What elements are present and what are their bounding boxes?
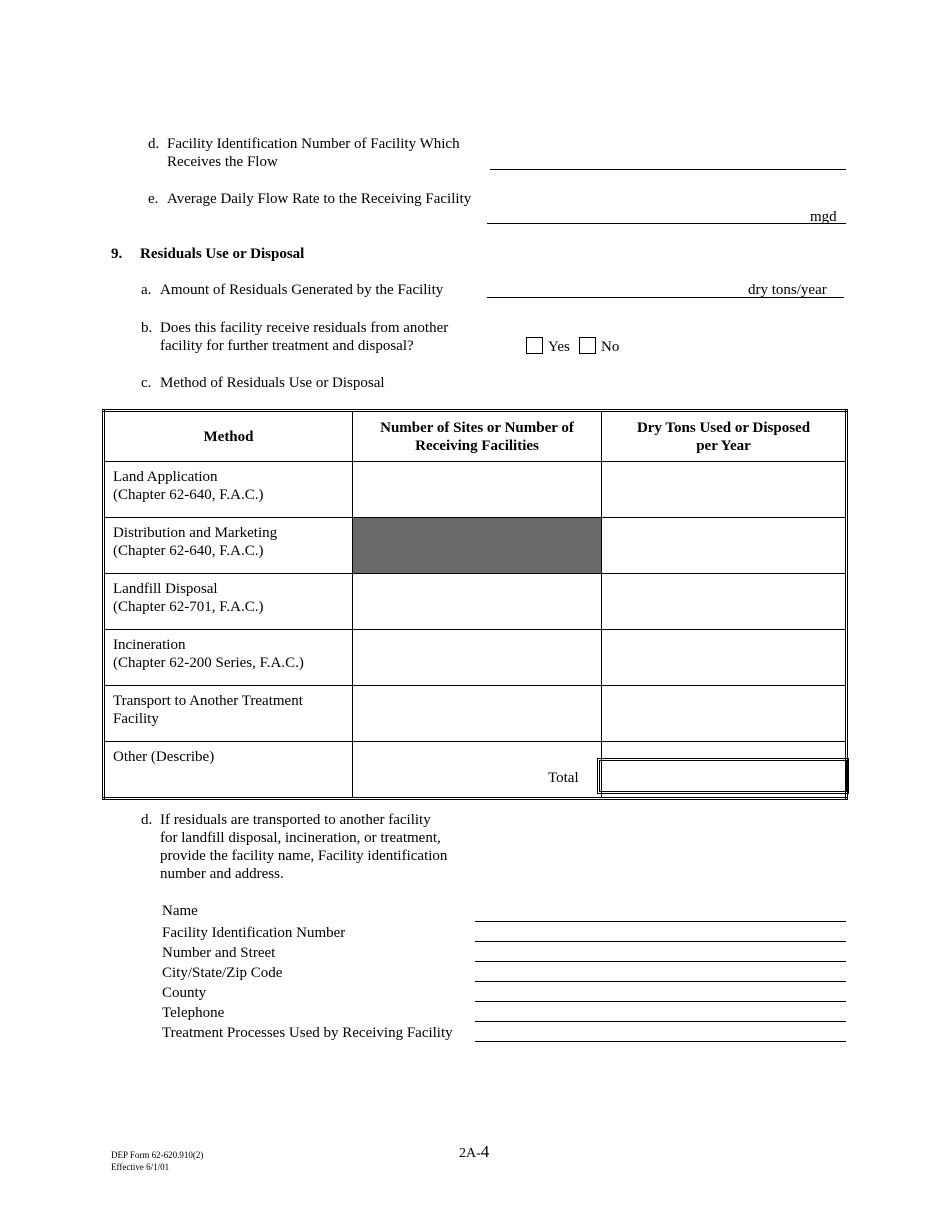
table-row xyxy=(104,462,847,518)
tons-input-cell[interactable] xyxy=(602,630,847,686)
method-cell: Incineration (Chapter 62-200 Series, F.A.C.) xyxy=(104,630,353,686)
no-label: No xyxy=(601,339,620,355)
residuals-amount-unit: dry tons/year xyxy=(748,282,827,298)
yes-label: Yes xyxy=(548,339,570,355)
flow-rate-field[interactable] xyxy=(487,223,846,224)
q-c-letter: c. xyxy=(141,375,152,391)
item-d-letter: d. xyxy=(148,136,160,152)
method-cell: Land Application (Chapter 62-640, F.A.C.) xyxy=(104,462,353,518)
field-label-name: Name xyxy=(162,903,198,919)
tons-input-cell[interactable] xyxy=(602,574,847,630)
field-label-county: County xyxy=(162,985,207,1001)
field-label-city: City/State/Zip Code xyxy=(162,965,283,981)
q-b-letter: b. xyxy=(141,320,153,336)
residuals-method-table xyxy=(102,409,848,800)
item-e-letter: e. xyxy=(148,191,159,207)
table-row xyxy=(104,518,847,574)
yes-option[interactable] xyxy=(526,337,570,356)
method-cell: Landfill Disposal (Chapter 62-701, F.A.C.) xyxy=(104,574,353,630)
page-prefix: 2A- xyxy=(459,1146,481,1161)
q-d-label-line3: provide the facility name, Facility identification xyxy=(160,848,448,864)
name-field[interactable] xyxy=(475,921,846,922)
sites-input-cell[interactable] xyxy=(353,462,602,518)
sites-input-cell[interactable] xyxy=(353,630,602,686)
item-d-label-line1: Facility Identification Number of Facility Which xyxy=(167,136,460,152)
q-d-letter: d. xyxy=(141,812,153,828)
field-label-telephone: Telephone xyxy=(162,1005,225,1021)
city-state-zip-field[interactable] xyxy=(475,981,846,982)
sites-input-cell[interactable] xyxy=(353,574,602,630)
footer-form-number: DEP Form 62-620.910(2) xyxy=(111,1150,204,1160)
method-cell: Other (Describe) xyxy=(104,742,353,799)
yes-checkbox[interactable] xyxy=(526,337,543,354)
q-d-label-line2: for landfill disposal, incineration, or treatment, xyxy=(160,830,441,846)
page-num: 4 xyxy=(480,1142,490,1161)
q-a-label: Amount of Residuals Generated by the Facility xyxy=(160,282,444,298)
total-label: Total xyxy=(548,770,579,786)
field-label-street: Number and Street xyxy=(162,945,276,961)
tons-input-cell[interactable] xyxy=(602,518,847,574)
table-row xyxy=(104,630,847,686)
facility-id-number-field[interactable] xyxy=(475,941,846,942)
header-method: Method xyxy=(104,411,353,462)
q-c-label: Method of Residuals Use or Disposal xyxy=(160,375,385,391)
county-field[interactable] xyxy=(475,1001,846,1002)
sites-input-cell[interactable] xyxy=(353,686,602,742)
no-checkbox[interactable] xyxy=(579,337,596,354)
flow-rate-unit: mgd xyxy=(810,209,837,225)
no-option[interactable] xyxy=(579,337,619,356)
method-cell: Transport to Another Treatment Facility xyxy=(104,686,353,742)
footer-effective-date: Effective 6/1/01 xyxy=(111,1162,170,1172)
tons-input-cell[interactable] xyxy=(602,686,847,742)
page-number xyxy=(459,1142,489,1164)
facility-id-field[interactable] xyxy=(490,169,846,170)
tons-input-cell[interactable] xyxy=(602,462,847,518)
q-b-label-line1: Does this facility receive residuals from another xyxy=(160,320,449,336)
item-d-label-line2: Receives the Flow xyxy=(167,154,278,170)
header-sites: Number of Sites or Number of Receiving Facilities xyxy=(353,411,602,462)
table-row xyxy=(104,686,847,742)
method-cell: Distribution and Marketing (Chapter 62-640, F.A.C.) xyxy=(104,518,353,574)
table-row xyxy=(104,574,847,630)
treatment-processes-field[interactable] xyxy=(475,1041,846,1042)
q-b-label-line2: facility for further treatment and disposal? xyxy=(160,338,414,354)
section-title: Residuals Use or Disposal xyxy=(140,246,305,262)
field-label-facility-id: Facility Identification Number xyxy=(162,925,346,941)
header-dry-tons: Dry Tons Used or Disposed per Year xyxy=(602,411,847,462)
section-number: 9. xyxy=(111,246,123,262)
item-e-label: Average Daily Flow Rate to the Receiving Facility xyxy=(167,191,472,207)
telephone-field[interactable] xyxy=(475,1021,846,1022)
total-input-box[interactable] xyxy=(597,758,849,794)
q-d-label-line4: number and address. xyxy=(160,866,284,882)
field-label-treatment: Treatment Processes Used by Receiving Facility xyxy=(162,1025,453,1041)
street-field[interactable] xyxy=(475,961,846,962)
shaded-disabled-cell xyxy=(353,518,602,574)
table-header-row xyxy=(104,411,847,462)
q-d-label-line1: If residuals are transported to another facility xyxy=(160,812,431,828)
q-a-letter: a. xyxy=(141,282,152,298)
